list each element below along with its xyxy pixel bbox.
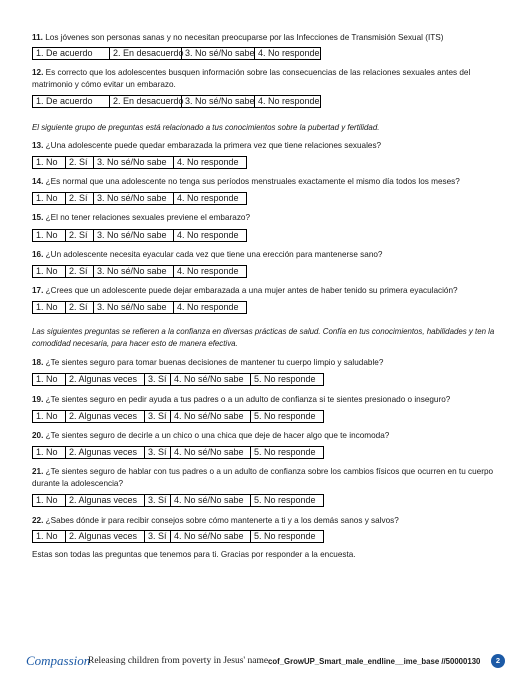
question-text: ¿Te sientes seguro para tomar buenas decisiones de mantener tu cuerpo limpio y saludable? <box>45 358 384 367</box>
option-1[interactable]: 1. No <box>33 411 66 422</box>
question-number: 21. <box>32 467 44 476</box>
option-1[interactable]: 1. No <box>33 374 66 385</box>
question-number: 22. <box>32 516 44 525</box>
option-1[interactable]: 1. No <box>33 447 66 458</box>
question-number: 13. <box>32 141 44 150</box>
option-3[interactable]: 3. Sí <box>145 531 171 542</box>
option-4[interactable]: 4. No responde <box>174 157 247 168</box>
option-2[interactable]: 2. Algunas veces <box>66 447 145 458</box>
question-11 <box>32 32 500 44</box>
section-intro-confidence: Las siguientes preguntas se refieren a la confianza en diversas prácticas de salud. Confía en tus conocimientos, habilidades y ten la comodidad necesaria, para hacer esto de manera efectiva. <box>32 327 495 348</box>
option-3[interactable]: 3. Sí <box>145 374 171 385</box>
option-5[interactable]: 5. No responde <box>251 374 324 385</box>
answer-options-20 <box>32 446 324 459</box>
option-2[interactable]: 2. Algunas veces <box>66 411 145 422</box>
option-3[interactable]: 3. No sé/No sabe <box>94 157 174 168</box>
question-18 <box>32 357 500 369</box>
answer-options-16 <box>32 265 247 278</box>
option-3[interactable]: 3. No sé/No sabe <box>94 302 174 313</box>
question-17 <box>32 285 500 297</box>
page-number-badge: 2 <box>491 654 505 668</box>
answer-options-22 <box>32 530 324 543</box>
option-4[interactable]: 4. No responde <box>255 96 321 107</box>
question-22 <box>32 515 500 527</box>
option-3[interactable]: 3. No sé/No sabe <box>182 48 255 59</box>
question-number: 20. <box>32 431 44 440</box>
question-text: ¿Te sientes seguro de decirle a un chico o una chica que deje de hacer algo que te incomoda? <box>45 431 390 440</box>
footer-tagline: Releasing children from poverty in Jesus' name <box>88 656 269 666</box>
option-1[interactable]: 1. De acuerdo <box>33 96 110 107</box>
option-4[interactable]: 4. No responde <box>174 230 247 241</box>
answer-options-12 <box>32 95 321 108</box>
answer-options-21 <box>32 494 324 507</box>
option-2[interactable]: 2. En desacuerdo <box>110 48 182 59</box>
question-text: ¿Crees que un adolescente puede dejar embarazada a una mujer antes de haber tenido su primera eyaculación? <box>45 286 458 295</box>
answer-options-14 <box>32 192 247 205</box>
question-21 <box>32 466 500 489</box>
question-number: 16. <box>32 250 44 259</box>
option-5[interactable]: 5. No responde <box>251 411 324 422</box>
option-5[interactable]: 5. No responde <box>251 447 324 458</box>
answer-options-13 <box>32 156 247 169</box>
option-2[interactable]: 2. Sí <box>66 302 94 313</box>
question-13 <box>32 140 500 152</box>
question-16 <box>32 249 500 261</box>
option-1[interactable]: 1. No <box>33 531 66 542</box>
option-5[interactable]: 5. No responde <box>251 531 324 542</box>
option-1[interactable]: 1. No <box>33 193 66 204</box>
file-code: cof_GrowUP_Smart_male_endline__ime_base //50000130 <box>268 657 481 666</box>
question-number: 12. <box>32 68 44 77</box>
option-4[interactable]: 4. No responde <box>174 266 247 277</box>
option-4[interactable]: 4. No responde <box>255 48 321 59</box>
question-text: ¿Te sientes seguro en pedir ayuda a tus padres o a un adulto de confianza si te sientes presionado o inseguro? <box>45 395 451 404</box>
question-12 <box>32 67 500 90</box>
page-footer <box>0 640 532 688</box>
option-4[interactable]: 4. No sé/No sabe <box>171 374 251 385</box>
option-2[interactable]: 2. Sí <box>66 266 94 277</box>
question-number: 18. <box>32 358 44 367</box>
option-1[interactable]: 1. No <box>33 495 66 506</box>
option-2[interactable]: 2. Algunas veces <box>66 531 145 542</box>
option-3[interactable]: 3. No sé/No sabe <box>182 96 255 107</box>
question-15 <box>32 212 500 224</box>
question-20 <box>32 430 500 442</box>
question-number: 14. <box>32 177 44 186</box>
option-1[interactable]: 1. No <box>33 302 66 313</box>
option-3[interactable]: 3. Sí <box>145 411 171 422</box>
closing-text: Estas son todas las preguntas que tenemos para ti. Gracias por responder a la encuesta. <box>32 550 356 559</box>
option-1[interactable]: 1. De acuerdo <box>33 48 110 59</box>
question-text: ¿El no tener relaciones sexuales previene el embarazo? <box>45 213 251 222</box>
section-intro-puberty: El siguiente grupo de preguntas está relacionado a tus conocimientos sobre la pubertad y fertilidad. <box>32 123 380 132</box>
question-number: 11. <box>32 33 43 42</box>
answer-options-15 <box>32 229 247 242</box>
option-1[interactable]: 1. No <box>33 157 66 168</box>
answer-options-18 <box>32 373 324 386</box>
option-2[interactable]: 2. Algunas veces <box>66 495 145 506</box>
option-4[interactable]: 4. No sé/No sabe <box>171 531 251 542</box>
option-4[interactable]: 4. No responde <box>174 193 247 204</box>
option-3[interactable]: 3. No sé/No sabe <box>94 266 174 277</box>
question-text: Es correcto que los adolescentes busquen información sobre las consecuencias de las relaciones sexuales antes del matrimonio y cómo evitar un embarazo. <box>32 68 471 89</box>
question-number: 15. <box>32 213 44 222</box>
option-4[interactable]: 4. No sé/No sabe <box>171 447 251 458</box>
question-number: 17. <box>32 286 44 295</box>
option-2[interactable]: 2. Sí <box>66 157 94 168</box>
question-text: ¿Te sientes seguro de hablar con tus padres o a un adulto de confianza sobre los cambios físicos que ocurren en tu cuerpo durante la adolescencia? <box>32 467 494 488</box>
option-4[interactable]: 4. No sé/No sabe <box>171 411 251 422</box>
option-1[interactable]: 1. No <box>33 266 66 277</box>
question-number: 19. <box>32 395 44 404</box>
option-3[interactable]: 3. Sí <box>145 495 171 506</box>
question-text: ¿Sabes dónde ir para recibir consejos sobre cómo mantenerte a ti y a los demás sanos y salvos? <box>45 516 399 525</box>
compassion-logo: Compassion <box>26 653 91 668</box>
option-3[interactable]: 3. No sé/No sabe <box>94 193 174 204</box>
question-text: ¿Una adolescente puede quedar embarazada la primera vez que tiene relaciones sexuales? <box>45 141 382 150</box>
option-2[interactable]: 2. Sí <box>66 193 94 204</box>
question-14 <box>32 176 500 188</box>
question-text: ¿Un adolescente necesita eyacular cada vez que tiene una erección para mantenerse sano? <box>45 250 383 259</box>
option-4[interactable]: 4. No responde <box>174 302 247 313</box>
answer-options-17 <box>32 301 247 314</box>
option-2[interactable]: 2. Sí <box>66 230 94 241</box>
option-2[interactable]: 2. Algunas veces <box>66 374 145 385</box>
option-4[interactable]: 4. No sé/No sabe <box>171 495 251 506</box>
answer-options-19 <box>32 410 324 423</box>
question-19 <box>32 394 500 406</box>
question-text: Los jóvenes son personas sanas y no necesitan preocuparse por las Infecciones de Transmisión Sexual (ITS) <box>45 33 444 42</box>
option-1[interactable]: 1. No <box>33 230 66 241</box>
option-2[interactable]: 2. En desacuerdo <box>110 96 182 107</box>
answer-options-11 <box>32 47 321 60</box>
option-3[interactable]: 3. No sé/No sabe <box>94 230 174 241</box>
option-3[interactable]: 3. Sí <box>145 447 171 458</box>
question-text: ¿Es normal que una adolescente no tenga sus períodos menstruales exactamente el mismo día todos los meses? <box>45 177 460 186</box>
option-5[interactable]: 5. No responde <box>251 495 324 506</box>
